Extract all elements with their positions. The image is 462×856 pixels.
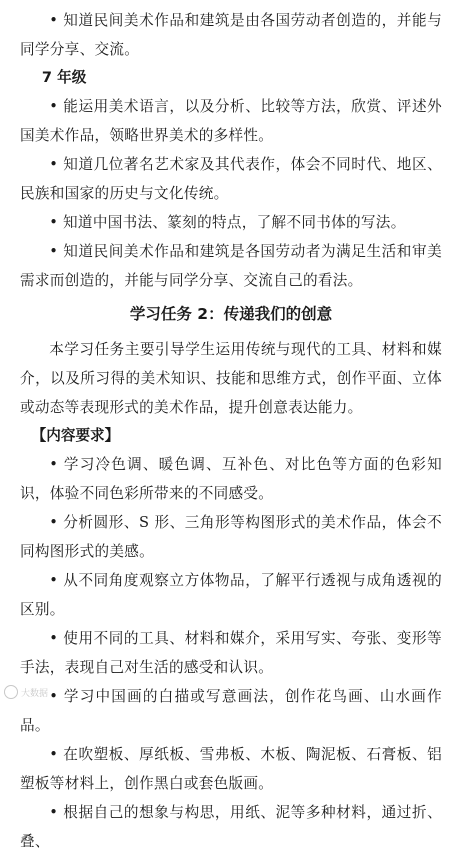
content-requirements-heading: 【内容要求】 bbox=[31, 427, 120, 444]
content-item-6: • 在吹塑板、厚纸板、雪弗板、木板、陶泥板、石膏板、铝塑板等材料上，创作黑白或套色版画。 bbox=[20, 746, 442, 792]
content-item-4: • 使用不同的工具、材料和媒介，采用写实、夸张、变形等手法，表现自己对生活的感受和认识。 bbox=[20, 630, 442, 676]
task-intro: 本学习任务主要引导学生运用传统与现代的工具、材料和媒介，以及所习得的美术知识、技能和思维方式，创作平面、立体或动态等表现形式的美术作品，提升创意表达能力。 bbox=[20, 341, 442, 416]
content-item-7: • 根据自己的想象与构思，用纸、泥等多种材料，通过折、叠、 bbox=[20, 804, 442, 850]
watermark-text: 大数据 bbox=[21, 688, 49, 699]
content-item-5: • 学习中国画的白描或写意画法，创作花鸟画、山水画作品。 bbox=[20, 688, 442, 734]
grade7-item-1: • 能运用美术语言，以及分析、比较等方法，欣赏、评述外国美术作品，领略世界美术的多样性。 bbox=[20, 98, 442, 144]
watermark-logo-icon bbox=[4, 685, 18, 699]
grade7-item-4: • 知道民间美术作品和建筑是各国劳动者为满足生活和审美需求而创造的，并能与同学分享、交流自己的看法。 bbox=[20, 243, 442, 289]
content-item-1: • 学习冷色调、暖色调、互补色、对比色等方面的色彩知识，体验不同色彩所带来的不同感受。 bbox=[20, 456, 442, 502]
grade-heading: 7 年级 bbox=[41, 69, 87, 86]
grade7-item-2: • 知道几位著名艺术家及其代表作，体会不同时代、地区、民族和国家的历史与文化传统。 bbox=[20, 156, 442, 202]
grade7-item-3: • 知道中国书法、篆刻的特点，了解不同书体的写法。 bbox=[49, 214, 406, 231]
task-title: 学习任务 2：传递我们的创意 bbox=[129, 305, 333, 323]
content-item-3: • 从不同角度观察立方体物品，了解平行透视与成角透视的区别。 bbox=[20, 572, 442, 618]
content-item-2: • 分析圆形、S 形、三角形等构图形式的美术作品，体会不同构图形式的美感。 bbox=[20, 514, 442, 560]
watermark bbox=[4, 685, 48, 699]
paragraph-folk-art-grade6: • 知道民间美术作品和建筑是由各国劳动者创造的，并能与同学分享、交流。 bbox=[20, 12, 442, 58]
